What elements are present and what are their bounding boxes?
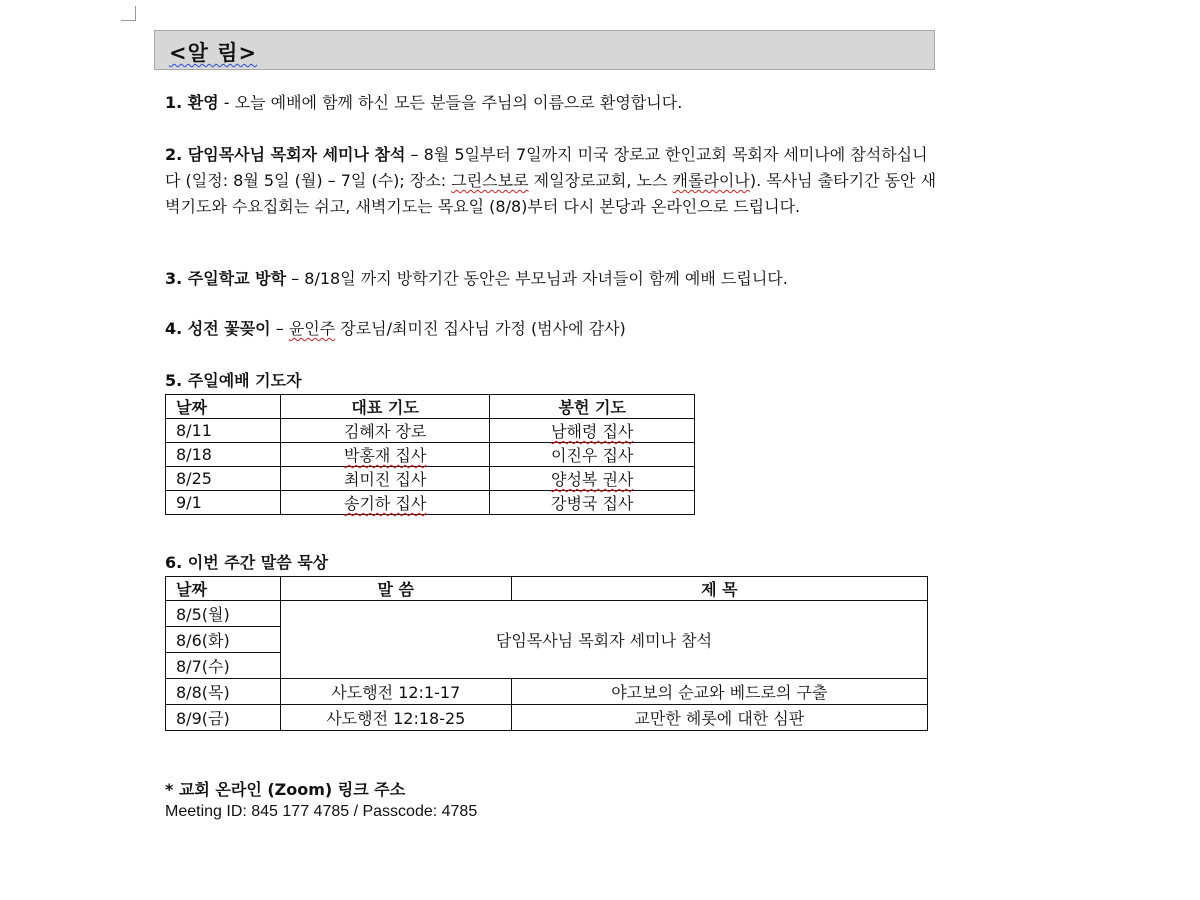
item-welcome xyxy=(165,90,940,116)
item-flowers-text-a: – xyxy=(270,319,289,338)
table-row xyxy=(166,419,695,443)
meditation-title: 야고보의 순교와 베드로의 구출 xyxy=(511,679,927,705)
table-row xyxy=(166,467,695,491)
meditation-date: 8/9(금) xyxy=(166,705,281,731)
item-sunday-school xyxy=(165,266,940,292)
prayer-offering: 강병국 집사 xyxy=(490,491,695,515)
announcement-title-bar xyxy=(154,30,935,70)
item-flowers xyxy=(165,316,940,342)
item-pastor-place: 그린스보로 xyxy=(451,171,529,190)
meditation-date: 8/7(수) xyxy=(166,653,281,679)
prayer-table-header xyxy=(166,395,695,419)
meditation-header-date: 날짜 xyxy=(166,577,281,601)
meditation-date: 8/8(목) xyxy=(166,679,281,705)
meditation-scripture: 사도행전 12:18-25 xyxy=(280,705,511,731)
meditation-table-header xyxy=(166,577,928,601)
item-pastor-text-c: ). 목사님 출타기간 동안 새벽기도와 수요집회는 쉬고, 새벽기도는 목요일 (8/8)부터 다시 본당과 온라인으로 드립니다. xyxy=(165,171,937,216)
zoom-meeting-info: Meeting ID: 845 177 4785 / Passcode: 4785 xyxy=(165,803,478,820)
prayer-lead: 박홍재 집사 xyxy=(343,446,427,465)
prayer-date: 8/11 xyxy=(166,419,281,443)
item-pastor-seminar xyxy=(165,142,940,220)
prayer-date: 8/18 xyxy=(166,443,281,467)
meditation-heading: 6. 이번 주간 말씀 묵상 xyxy=(165,553,329,572)
prayer-date: 8/25 xyxy=(166,467,281,491)
item-school-heading: 3. 주일학교 방학 xyxy=(165,269,287,288)
prayer-offering: 이진우 집사 xyxy=(490,443,695,467)
announcement-title: <알 림> xyxy=(169,41,258,65)
prayer-heading: 5. 주일예배 기도자 xyxy=(165,371,302,390)
meditation-header-title: 제 목 xyxy=(511,577,927,601)
item-pastor-text-b: 제일장로교회, 노스 xyxy=(528,171,673,190)
prayer-table xyxy=(165,394,695,515)
table-row xyxy=(166,491,695,515)
prayer-lead: 김혜자 장로 xyxy=(280,419,490,443)
prayer-lead: 최미진 집사 xyxy=(280,467,490,491)
table-row xyxy=(166,443,695,467)
item-pastor-state: 캐롤라이나 xyxy=(672,171,750,190)
meditation-table xyxy=(165,576,928,731)
table-row xyxy=(166,705,928,731)
zoom-link-title: * 교회 온라인 (Zoom) 링크 주소 xyxy=(165,780,406,799)
table-row xyxy=(166,679,928,705)
prayer-header-offering: 봉헌 기도 xyxy=(490,395,695,419)
prayer-lead: 송기하 집사 xyxy=(343,494,427,513)
item-pastor-heading: 2. 담임목사님 목회자 세미나 참석 xyxy=(165,145,406,164)
meditation-title: 교만한 헤롯에 대한 심판 xyxy=(511,705,927,731)
page-corner-mark xyxy=(121,6,136,21)
item-flowers-text-b: 장로님/최미진 집사님 가정 (범사에 감사) xyxy=(335,319,626,338)
table-row xyxy=(166,601,928,627)
item-welcome-heading: 1. 환영 xyxy=(165,93,219,112)
prayer-offering: 양성복 권사 xyxy=(551,470,634,489)
meditation-merged-cell: 담임목사님 목회자 세미나 참석 xyxy=(280,601,927,679)
item-flowers-heading: 4. 성전 꽃꽂이 xyxy=(165,319,271,338)
meditation-date: 8/6(화) xyxy=(166,627,281,653)
meditation-header-scripture: 말 씀 xyxy=(280,577,511,601)
item-flowers-name: 윤인주 xyxy=(288,319,336,338)
meditation-date: 8/5(월) xyxy=(166,601,281,627)
item-welcome-text: - 오늘 예배에 함께 하신 모든 분들을 주님의 이름으로 환영합니다. xyxy=(218,93,683,112)
item-pastor-text-a: – 8월 5일부터 7일까지 미국 장로교 한인교회 목회자 세미나에 참석하십니다 (일정: 8월 5일 (월) – 7일 (수); 장소: xyxy=(165,145,928,190)
prayer-header-lead: 대표 기도 xyxy=(280,395,490,419)
meditation-scripture: 사도행전 12:1-17 xyxy=(280,679,511,705)
prayer-offering: 남해령 집사 xyxy=(551,422,634,441)
prayer-header-date: 날짜 xyxy=(166,395,281,419)
item-school-text: – 8/18일 까지 방학기간 동안은 부모님과 자녀들이 함께 예배 드립니다. xyxy=(286,269,788,288)
prayer-date: 9/1 xyxy=(166,491,281,515)
